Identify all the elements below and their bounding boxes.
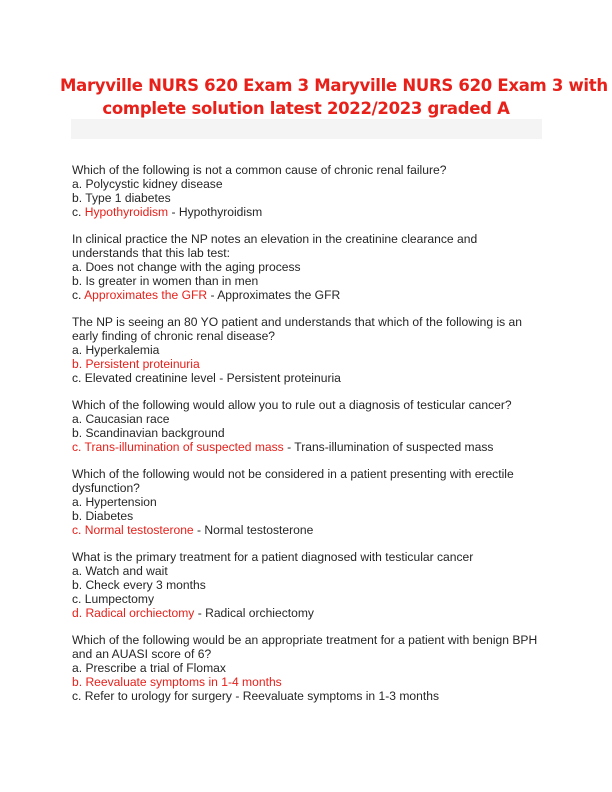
correct-answer: Hypothyroidism	[84, 205, 169, 219]
question-block	[72, 315, 552, 385]
option: b. Scandinavian background	[72, 426, 225, 440]
question-block	[72, 550, 552, 620]
option: c. Lumpectomy	[72, 592, 154, 606]
correct-answer: d. Radical orchiectomy	[72, 606, 195, 620]
option-prefix: c.	[72, 205, 85, 219]
question-text: The NP is seeing an 80 YO patient and understands that which of the following is an	[72, 315, 522, 329]
correct-answer: c. Trans-illumination of suspected mass	[72, 440, 284, 454]
document-title	[60, 74, 608, 120]
question-text: Which of the following would allow you to rule out a diagnosis of testicular cancer?	[72, 398, 512, 412]
option: a. Does not change with the aging process	[72, 260, 301, 274]
question-block	[72, 232, 552, 302]
option: a. Caucasian race	[72, 412, 170, 426]
correct-answer: Approximates the GFR	[84, 288, 208, 302]
option-answer-key: c. Refer to urology for surgery - Reevaluate symptoms in 1-3 months	[72, 689, 439, 703]
option-answer	[72, 440, 552, 454]
title-underline-band	[71, 119, 542, 139]
option: b. Check every 3 months	[72, 578, 206, 592]
title-line: complete solution latest 2022/2023 graded A	[102, 99, 510, 118]
question-text: and an AUASI score of 6?	[72, 647, 212, 661]
answer-key: - Trans-illumination of suspected mass	[283, 440, 494, 454]
option-answer-key: c. Elevated creatinine level - Persistent proteinuria	[72, 371, 341, 385]
option: b. Is greater in women than in men	[72, 274, 259, 288]
option: b. Type 1 diabetes	[72, 191, 171, 205]
question-block	[72, 163, 552, 219]
option-answer	[72, 523, 552, 537]
answer-key: - Normal testosterone	[193, 523, 314, 537]
question-text: In clinical practice the NP notes an elevation in the creatinine clearance and	[72, 232, 478, 246]
option-answer	[72, 205, 552, 219]
option: a. Prescribe a trial of Flomax	[72, 661, 226, 675]
question-text: dysfunction?	[72, 481, 140, 495]
question-text: understands that this lab test:	[72, 246, 230, 260]
question-text: What is the primary treatment for a patient diagnosed with testicular cancer	[72, 550, 474, 564]
option: a. Watch and wait	[72, 564, 168, 578]
correct-answer: c. Normal testosterone	[72, 523, 194, 537]
question-text: Which of the following would be an appropriate treatment for a patient with benign BPH	[72, 633, 538, 647]
option: a. Hypertension	[72, 495, 157, 509]
title-line: Maryville NURS 620 Exam 3 Maryville NURS 620 Exam 3 with	[60, 76, 608, 95]
answer-key: - Hypothyroidism	[168, 205, 263, 219]
answer-key: - Approximates the GFR	[207, 288, 341, 302]
correct-answer: b. Reevaluate symptoms in 1-4 months	[72, 675, 282, 689]
question-block	[72, 633, 552, 703]
question-text: Which of the following would not be considered in a patient presenting with erectile	[72, 467, 514, 481]
option: a. Hyperkalemia	[72, 343, 160, 357]
question-text: Which of the following is not a common cause of chronic renal failure?	[72, 163, 447, 177]
question-text: early finding of chronic renal disease?	[72, 329, 276, 343]
question-block	[72, 398, 552, 454]
option: b. Diabetes	[72, 509, 134, 523]
option-answer	[72, 606, 552, 620]
option-prefix: c.	[72, 288, 85, 302]
option-answer	[72, 288, 552, 302]
option: a. Polycystic kidney disease	[72, 177, 223, 191]
correct-answer: b. Persistent proteinuria	[72, 357, 200, 371]
answer-key: - Radical orchiectomy	[194, 606, 314, 620]
question-block	[72, 467, 552, 537]
